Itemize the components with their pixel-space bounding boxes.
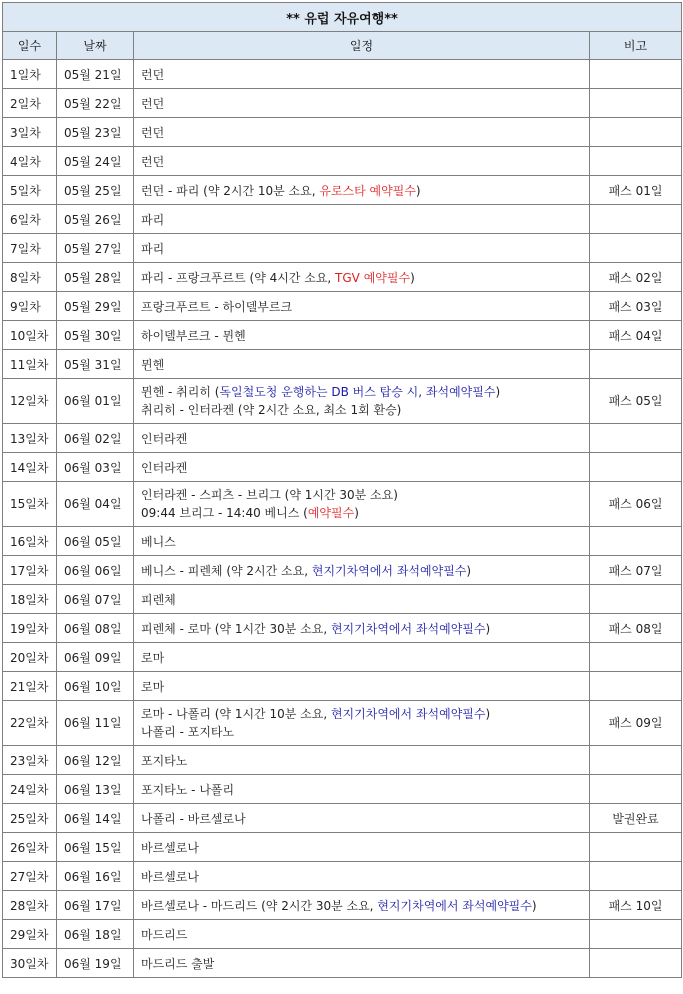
day-cell: 19일차 xyxy=(3,614,57,643)
schedule-cell xyxy=(134,833,590,862)
day-cell: 4일차 xyxy=(3,147,57,176)
schedule-text: 런던 - 파리 (약 2시간 10분 소요, xyxy=(141,183,320,198)
note-cell xyxy=(590,234,682,263)
schedule-text: 파리 xyxy=(141,241,165,256)
day-cell: 24일차 xyxy=(3,775,57,804)
schedule-line xyxy=(141,649,582,666)
schedule-cell xyxy=(134,920,590,949)
schedule-cell xyxy=(134,527,590,556)
date-cell: 06월 07일 xyxy=(57,585,134,614)
table-row xyxy=(3,804,682,833)
day-cell: 13일차 xyxy=(3,424,57,453)
schedule-cell xyxy=(134,862,590,891)
schedule-cell xyxy=(134,176,590,205)
reservation-note: 현지기차역에서 좌석예약필수 xyxy=(377,898,532,913)
schedule-line xyxy=(141,926,582,943)
schedule-line xyxy=(141,298,582,315)
note-cell: 패스 06일 xyxy=(590,482,682,527)
schedule-cell xyxy=(134,424,590,453)
col-header-schedule: 일정 xyxy=(134,32,590,60)
note-cell xyxy=(590,920,682,949)
date-cell: 06월 19일 xyxy=(57,949,134,978)
date-cell: 06월 06일 xyxy=(57,556,134,585)
schedule-text: ) xyxy=(485,707,491,721)
table-row xyxy=(3,775,682,804)
date-cell: 05월 25일 xyxy=(57,176,134,205)
date-cell: 06월 16일 xyxy=(57,862,134,891)
note-cell: 패스 09일 xyxy=(590,701,682,746)
table-row xyxy=(3,350,682,379)
schedule-line xyxy=(141,620,582,637)
date-cell: 05월 26일 xyxy=(57,205,134,234)
note-cell xyxy=(590,527,682,556)
day-cell: 20일차 xyxy=(3,643,57,672)
schedule-line xyxy=(141,781,582,798)
schedule-line xyxy=(141,124,582,141)
schedule-text: ) xyxy=(410,270,415,285)
note-cell xyxy=(590,775,682,804)
schedule-cell xyxy=(134,585,590,614)
table-row xyxy=(3,118,682,147)
schedule-text: 뮌헨 - 취리히 ( xyxy=(141,385,220,399)
note-cell: 패스 03일 xyxy=(590,292,682,321)
date-cell: 06월 02일 xyxy=(57,424,134,453)
schedule-cell xyxy=(134,775,590,804)
date-cell: 06월 03일 xyxy=(57,453,134,482)
schedule-line xyxy=(141,723,582,741)
reservation-note: 현지기차역에서 좌석예약필수 xyxy=(330,621,486,636)
note-cell: 패스 08일 xyxy=(590,614,682,643)
itinerary-body xyxy=(3,60,682,978)
table-row xyxy=(3,263,682,292)
date-cell: 06월 09일 xyxy=(57,643,134,672)
day-cell: 14일차 xyxy=(3,453,57,482)
schedule-cell xyxy=(134,556,590,585)
schedule-text: 인터라켄 xyxy=(141,431,188,446)
note-cell: 패스 04일 xyxy=(590,321,682,350)
note-cell xyxy=(590,89,682,118)
schedule-line xyxy=(141,182,582,199)
day-cell: 23일차 xyxy=(3,746,57,775)
note-cell: 패스 07일 xyxy=(590,556,682,585)
note-cell xyxy=(590,350,682,379)
schedule-line xyxy=(141,383,582,401)
table-row xyxy=(3,949,682,978)
day-cell: 28일차 xyxy=(3,891,57,920)
note-cell xyxy=(590,205,682,234)
schedule-text: 로마 xyxy=(141,650,165,665)
day-cell: 15일차 xyxy=(3,482,57,527)
schedule-line xyxy=(141,269,582,286)
date-cell: 06월 04일 xyxy=(57,482,134,527)
day-cell: 30일차 xyxy=(3,949,57,978)
schedule-cell xyxy=(134,118,590,147)
note-cell: 패스 01일 xyxy=(590,176,682,205)
table-row xyxy=(3,89,682,118)
table-row xyxy=(3,60,682,89)
schedule-cell xyxy=(134,321,590,350)
schedule-text: ) xyxy=(485,621,491,636)
day-cell: 8일차 xyxy=(3,263,57,292)
schedule-line xyxy=(141,752,582,769)
schedule-text: 런던 xyxy=(141,125,165,140)
table-row xyxy=(3,527,682,556)
note-cell xyxy=(590,672,682,701)
table-row xyxy=(3,147,682,176)
schedule-text: ) xyxy=(415,183,421,198)
day-cell: 25일차 xyxy=(3,804,57,833)
note-cell xyxy=(590,746,682,775)
schedule-line xyxy=(141,153,582,170)
schedule-cell xyxy=(134,482,590,527)
itinerary-table xyxy=(2,2,682,978)
table-row xyxy=(3,891,682,920)
schedule-text: 파리 xyxy=(141,212,165,227)
table-row xyxy=(3,862,682,891)
col-header-note: 비고 xyxy=(590,32,682,60)
schedule-line xyxy=(141,504,582,522)
schedule-cell xyxy=(134,949,590,978)
day-cell: 1일차 xyxy=(3,60,57,89)
day-cell: 27일차 xyxy=(3,862,57,891)
reservation-note: 현지기차역에서 좌석예약필수 xyxy=(311,563,467,578)
reservation-note: 예약필수 xyxy=(307,506,355,520)
table-row xyxy=(3,453,682,482)
schedule-line xyxy=(141,868,582,885)
table-row xyxy=(3,746,682,775)
schedule-line xyxy=(141,240,582,257)
schedule-line xyxy=(141,955,582,972)
date-cell: 06월 08일 xyxy=(57,614,134,643)
note-cell xyxy=(590,147,682,176)
date-cell: 06월 10일 xyxy=(57,672,134,701)
day-cell: 6일차 xyxy=(3,205,57,234)
table-row xyxy=(3,205,682,234)
table-row xyxy=(3,556,682,585)
schedule-cell xyxy=(134,205,590,234)
schedule-text: ) xyxy=(495,385,501,399)
schedule-text: 런던 xyxy=(141,67,165,82)
table-row xyxy=(3,379,682,424)
note-cell xyxy=(590,949,682,978)
date-cell: 06월 13일 xyxy=(57,775,134,804)
schedule-text: 포지타노 xyxy=(141,753,188,768)
schedule-line xyxy=(141,211,582,228)
day-cell: 18일차 xyxy=(3,585,57,614)
table-row xyxy=(3,292,682,321)
day-cell: 7일차 xyxy=(3,234,57,263)
note-cell xyxy=(590,862,682,891)
date-cell: 05월 29일 xyxy=(57,292,134,321)
note-cell: 패스 02일 xyxy=(590,263,682,292)
day-cell: 9일차 xyxy=(3,292,57,321)
note-cell xyxy=(590,453,682,482)
day-cell: 17일차 xyxy=(3,556,57,585)
schedule-cell xyxy=(134,263,590,292)
schedule-cell xyxy=(134,292,590,321)
schedule-line xyxy=(141,533,582,550)
table-row xyxy=(3,672,682,701)
schedule-text: 마드리드 출발 xyxy=(141,956,215,971)
schedule-text: 피렌체 xyxy=(141,592,176,607)
table-row xyxy=(3,614,682,643)
note-cell xyxy=(590,118,682,147)
reservation-note: TGV 예약필수 xyxy=(335,270,411,285)
schedule-text: 하이델부르크 - 뮌헨 xyxy=(141,328,246,343)
schedule-cell xyxy=(134,643,590,672)
note-cell: 패스 10일 xyxy=(590,891,682,920)
table-row xyxy=(3,176,682,205)
schedule-text: 09:44 브리그 - 14:40 베니스 ( xyxy=(141,506,308,520)
date-cell: 05월 30일 xyxy=(57,321,134,350)
table-row xyxy=(3,701,682,746)
schedule-cell xyxy=(134,614,590,643)
schedule-text: 나폴리 - 포지타노 xyxy=(141,725,235,739)
schedule-cell xyxy=(134,379,590,424)
note-cell: 발권완료 xyxy=(590,804,682,833)
reservation-note: 유로스타 예약필수 xyxy=(319,183,416,198)
schedule-cell xyxy=(134,804,590,833)
date-cell: 05월 23일 xyxy=(57,118,134,147)
date-cell: 06월 11일 xyxy=(57,701,134,746)
date-cell: 05월 31일 xyxy=(57,350,134,379)
schedule-line xyxy=(141,897,582,914)
schedule-cell xyxy=(134,350,590,379)
schedule-line xyxy=(141,678,582,695)
schedule-text: 포지타노 - 나폴리 xyxy=(141,782,235,797)
schedule-text: 로마 - 나폴리 (약 1시간 10분 소요, xyxy=(141,707,331,721)
table-title: ** 유럽 자유여행** xyxy=(3,3,682,32)
date-cell: 05월 24일 xyxy=(57,147,134,176)
schedule-cell xyxy=(134,234,590,263)
schedule-cell xyxy=(134,147,590,176)
reservation-note: 현지기차역에서 좌석예약필수 xyxy=(330,707,486,721)
schedule-text: 바르셀로나 - 마드리드 (약 2시간 30분 소요, xyxy=(141,898,378,913)
schedule-line xyxy=(141,327,582,344)
schedule-line xyxy=(141,810,582,827)
reservation-note: 독일철도청 운행하는 DB 버스 탑승 시, 좌석예약필수 xyxy=(219,385,496,399)
col-header-date: 날짜 xyxy=(57,32,134,60)
day-cell: 12일차 xyxy=(3,379,57,424)
date-cell: 05월 28일 xyxy=(57,263,134,292)
schedule-text: 취리히 - 인터라켄 (약 2시간 소요, 최소 1회 환승) xyxy=(141,403,402,417)
day-cell: 29일차 xyxy=(3,920,57,949)
date-cell: 05월 22일 xyxy=(57,89,134,118)
date-cell: 05월 27일 xyxy=(57,234,134,263)
date-cell: 06월 14일 xyxy=(57,804,134,833)
schedule-text: 바르셀로나 xyxy=(141,869,199,884)
schedule-cell xyxy=(134,453,590,482)
schedule-cell xyxy=(134,672,590,701)
schedule-line xyxy=(141,356,582,373)
day-cell: 10일차 xyxy=(3,321,57,350)
note-cell: 패스 05일 xyxy=(590,379,682,424)
schedule-line xyxy=(141,401,582,419)
date-cell: 06월 17일 xyxy=(57,891,134,920)
schedule-text: 로마 xyxy=(141,679,165,694)
day-cell: 16일차 xyxy=(3,527,57,556)
table-row xyxy=(3,585,682,614)
day-cell: 2일차 xyxy=(3,89,57,118)
schedule-cell xyxy=(134,891,590,920)
table-row xyxy=(3,234,682,263)
schedule-text: 런던 xyxy=(141,154,165,169)
schedule-text: 나폴리 - 바르셀로나 xyxy=(141,811,246,826)
schedule-line xyxy=(141,430,582,447)
date-cell: 05월 21일 xyxy=(57,60,134,89)
schedule-line xyxy=(141,562,582,579)
schedule-line xyxy=(141,486,582,504)
schedule-cell xyxy=(134,746,590,775)
schedule-line xyxy=(141,705,582,723)
date-cell: 06월 18일 xyxy=(57,920,134,949)
schedule-text: 마드리드 xyxy=(141,927,188,942)
schedule-cell xyxy=(134,89,590,118)
schedule-text: ) xyxy=(354,506,359,520)
date-cell: 06월 01일 xyxy=(57,379,134,424)
table-row xyxy=(3,424,682,453)
table-row xyxy=(3,920,682,949)
schedule-line xyxy=(141,459,582,476)
date-cell: 06월 05일 xyxy=(57,527,134,556)
table-row xyxy=(3,321,682,350)
schedule-text: 인터라켄 - 스피츠 - 브리그 (약 1시간 30분 소요) xyxy=(141,488,398,502)
day-cell: 11일차 xyxy=(3,350,57,379)
schedule-text: 베니스 - 피렌체 (약 2시간 소요, xyxy=(141,563,312,578)
schedule-line xyxy=(141,839,582,856)
note-cell xyxy=(590,60,682,89)
schedule-text: 베니스 xyxy=(141,534,176,549)
schedule-text: ) xyxy=(466,563,472,578)
table-row xyxy=(3,643,682,672)
schedule-text: ) xyxy=(531,898,537,913)
day-cell: 3일차 xyxy=(3,118,57,147)
schedule-line xyxy=(141,95,582,112)
date-cell: 06월 15일 xyxy=(57,833,134,862)
schedule-cell xyxy=(134,701,590,746)
table-row xyxy=(3,833,682,862)
schedule-text: 피렌체 - 로마 (약 1시간 30분 소요, xyxy=(141,621,331,636)
col-header-day: 일수 xyxy=(3,32,57,60)
date-cell: 06월 12일 xyxy=(57,746,134,775)
schedule-text: 인터라켄 xyxy=(141,460,188,475)
day-cell: 22일차 xyxy=(3,701,57,746)
day-cell: 26일차 xyxy=(3,833,57,862)
schedule-text: 뮌헨 xyxy=(141,357,165,372)
note-cell xyxy=(590,585,682,614)
schedule-text: 바르셀로나 xyxy=(141,840,199,855)
schedule-cell xyxy=(134,60,590,89)
note-cell xyxy=(590,424,682,453)
schedule-line xyxy=(141,591,582,608)
note-cell xyxy=(590,643,682,672)
schedule-text: 런던 xyxy=(141,96,165,111)
schedule-line xyxy=(141,66,582,83)
day-cell: 21일차 xyxy=(3,672,57,701)
schedule-text: 프랑크푸르트 - 하이델부르크 xyxy=(141,299,293,314)
table-row xyxy=(3,482,682,527)
note-cell xyxy=(590,833,682,862)
day-cell: 5일차 xyxy=(3,176,57,205)
header-row xyxy=(3,32,682,60)
schedule-text: 파리 - 프랑크푸르트 (약 4시간 소요, xyxy=(141,270,336,285)
